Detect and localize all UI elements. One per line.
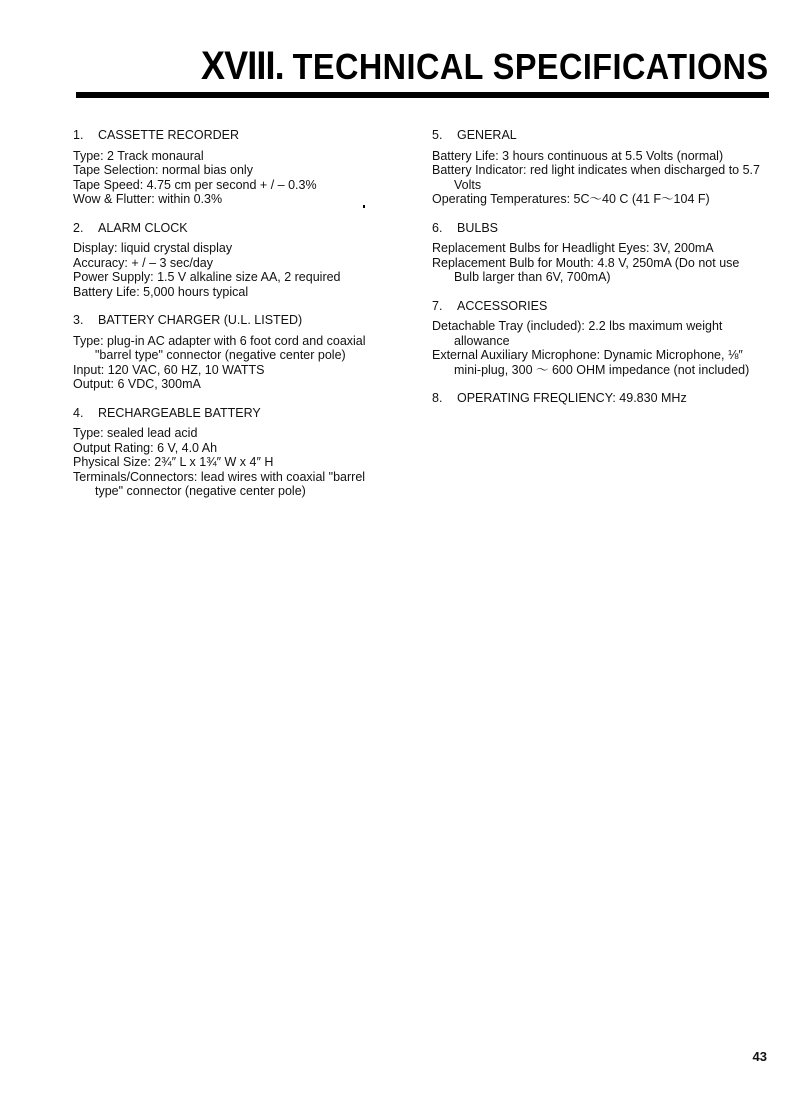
spec-line: Physical Size: 2¾″ L x 1¾″ W x 4″ H <box>73 455 274 469</box>
left-column <box>73 128 393 513</box>
spec-section <box>73 128 393 207</box>
section-heading <box>432 391 762 406</box>
chapter-number: XVIII. <box>201 44 285 88</box>
section-title: GENERAL <box>457 128 517 142</box>
section-heading <box>432 299 762 314</box>
section-number: 8. <box>432 391 443 405</box>
chapter-title: TECHNICAL SPECIFICATIONS <box>293 46 769 87</box>
title-rule <box>76 92 769 98</box>
spec-section <box>73 221 393 300</box>
spec-section <box>432 128 762 207</box>
spec-section <box>432 299 762 378</box>
section-heading <box>73 406 393 421</box>
spec-line: Terminals/Connectors: lead wires with coaxial "barrel type" connector (negative center pole) <box>73 469 366 498</box>
section-number: 2. <box>73 220 84 235</box>
section-heading <box>73 313 393 328</box>
spec-section <box>73 406 393 499</box>
section-number: 7. <box>432 298 443 313</box>
section-title: BULBS <box>457 220 498 235</box>
section-number: 6. <box>432 220 443 235</box>
spec-section <box>73 313 393 392</box>
spec-line: External Auxiliary Microphone: Dynamic Microphone, ⅛″ mini-plug, 300 ～ 600 OHM impedance (not included) <box>432 348 750 377</box>
spec-line: Type: 2 Track monaural <box>73 148 204 163</box>
spec-line: Type: plug-in AC adapter with 6 foot cord and coaxial "barrel type" connector (negative center pole) <box>73 333 366 362</box>
spec-line: Tape Speed: 4.75 cm per second + / – 0.3% <box>73 177 317 192</box>
section-title: OPERATING FREQLIENCY: 49.830 MHz <box>457 391 687 405</box>
section-number: 4. <box>73 405 84 420</box>
spec-line: Detachable Tray (included): 2.2 lbs maximum weight allowance <box>432 319 723 348</box>
section-title: RECHARGEABLE BATTERY <box>98 405 261 420</box>
spec-line: Replacement Bulbs for Headlight Eyes: 3V, 200mA <box>432 241 714 255</box>
spec-line: Input: 120 VAC, 60 HZ, 10 WATTS <box>73 362 265 377</box>
section-title: ACCESSORIES <box>457 298 548 313</box>
section-heading <box>432 221 762 236</box>
spec-line: Operating Temperatures: 5C～40 C (41 F～104 F) <box>432 192 710 206</box>
section-number: 3. <box>73 313 84 327</box>
spec-line: Battery Life: 5,000 hours typical <box>73 284 249 299</box>
spec-line: Display: liquid crystal display <box>73 241 233 255</box>
spec-line: Battery Life: 3 hours continuous at 5.5 Volts (normal) <box>432 148 724 163</box>
section-number: 5. <box>432 128 443 142</box>
section-title: ALARM CLOCK <box>98 220 188 235</box>
section-number: 1. <box>73 128 84 142</box>
spec-section <box>432 221 762 285</box>
spec-line: Output: 6 VDC, 300mA <box>73 377 201 391</box>
section-heading <box>432 128 762 143</box>
section-heading <box>73 221 393 236</box>
spec-line: Type: sealed lead acid <box>73 426 198 440</box>
right-column <box>432 128 762 420</box>
spec-line: Replacement Bulb for Mouth: 4.8 V, 250mA (Do not use Bulb larger than 6V, 700mA) <box>432 255 740 284</box>
spec-line: Wow & Flutter: within 0.3% <box>73 192 223 206</box>
print-speck <box>363 205 365 208</box>
spec-line: Accuracy: + / – 3 sec/day <box>73 255 213 270</box>
section-heading <box>73 128 393 143</box>
page-number: 43 <box>752 1049 767 1064</box>
spec-line: Output Rating: 6 V, 4.0 Ah <box>73 440 218 455</box>
spec-line: Power Supply: 1.5 V alkaline size AA, 2 required <box>73 270 341 284</box>
spec-line: Battery Indicator: red light indicates when discharged to 5.7 Volts <box>432 163 760 192</box>
spec-section <box>432 391 762 406</box>
spec-line: Tape Selection: normal bias only <box>73 163 253 177</box>
section-title: CASSETTE RECORDER <box>98 128 239 142</box>
section-title: BATTERY CHARGER (U.L. LISTED) <box>98 313 303 327</box>
page-title <box>202 44 769 89</box>
